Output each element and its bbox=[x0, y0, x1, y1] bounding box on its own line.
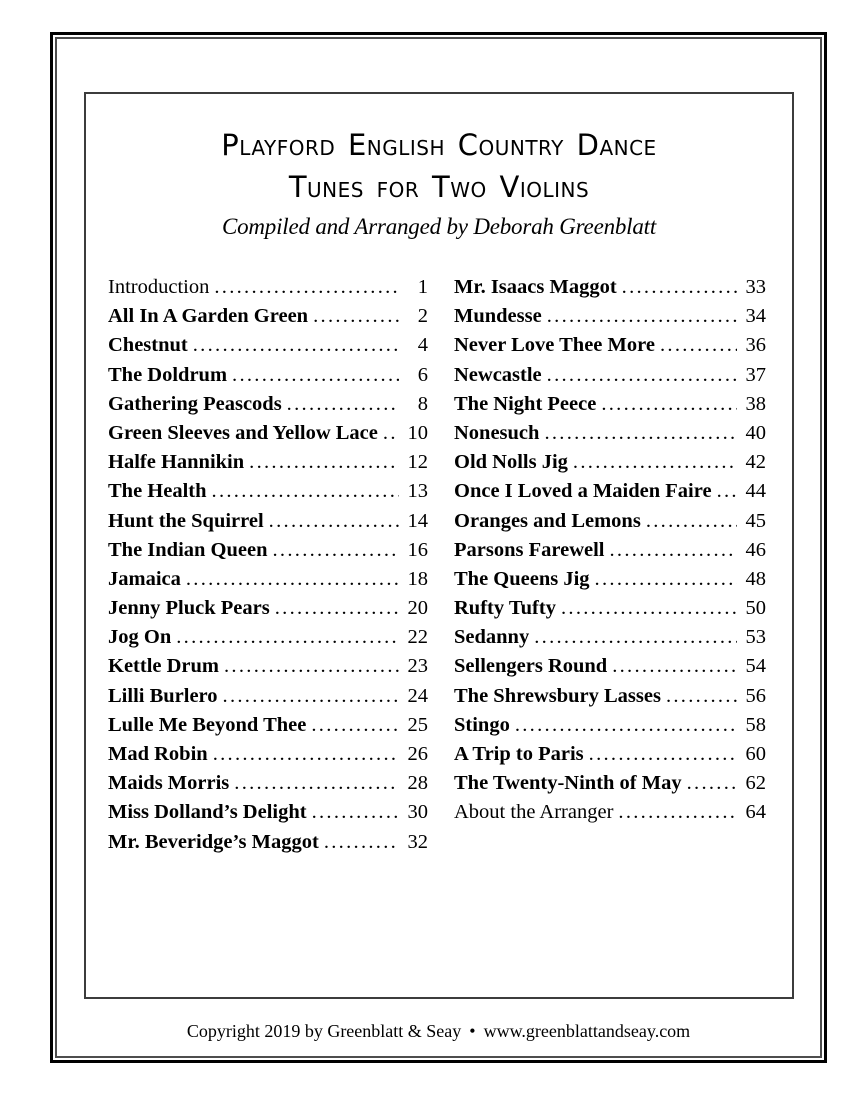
toc-leader-dots bbox=[612, 652, 737, 681]
toc-leader-dots bbox=[547, 302, 737, 331]
toc-leader-dots bbox=[660, 331, 737, 360]
toc-entry-page-number: 2 bbox=[417, 305, 428, 328]
toc-entry-page-number: 38 bbox=[745, 392, 766, 415]
toc-row bbox=[108, 769, 428, 798]
toc-entry-title: Lilli Burlero bbox=[108, 684, 218, 707]
toc-row bbox=[108, 419, 428, 448]
toc-entry-title: The Queens Jig bbox=[454, 567, 590, 590]
toc-leader-dots bbox=[595, 565, 737, 594]
toc-leader-dots bbox=[213, 740, 399, 769]
toc-row bbox=[108, 623, 428, 652]
website-text: www.greenblattandseay.com bbox=[483, 1021, 691, 1041]
toc-row bbox=[108, 273, 428, 302]
toc-row bbox=[454, 565, 766, 594]
toc-entry-title: The Shrewsbury Lasses bbox=[454, 684, 661, 707]
toc-entry-page-number: 50 bbox=[745, 597, 766, 620]
toc-entry-title: The Twenty-Ninth of May bbox=[454, 772, 682, 795]
toc-entry-page-number: 36 bbox=[745, 334, 766, 357]
toc-leader-dots bbox=[312, 798, 399, 827]
toc-leader-dots bbox=[224, 652, 399, 681]
toc-row bbox=[108, 331, 428, 360]
toc-row bbox=[454, 419, 766, 448]
toc-leader-dots bbox=[544, 419, 737, 448]
toc-row bbox=[454, 390, 766, 419]
toc-leader-dots bbox=[717, 477, 737, 506]
copyright-text: Copyright 2019 by Greenblatt & Seay bbox=[186, 1021, 462, 1041]
toc-entry-title: Sedanny bbox=[454, 626, 530, 649]
toc-row bbox=[454, 507, 766, 536]
book-title-line-2: Tunes for Two Violins bbox=[288, 170, 590, 204]
toc-leader-dots bbox=[275, 594, 399, 623]
toc-entry-title: Old Nolls Jig bbox=[454, 451, 568, 474]
toc-row bbox=[108, 565, 428, 594]
toc-entry-title: The Health bbox=[108, 480, 207, 503]
toc-entry-page-number: 23 bbox=[407, 655, 428, 678]
toc-entry-page-number: 34 bbox=[745, 305, 766, 328]
toc-entry-page-number: 28 bbox=[407, 772, 428, 795]
bullet-separator: • bbox=[469, 1021, 476, 1041]
toc-leader-dots bbox=[232, 361, 399, 390]
toc-entry-page-number: 54 bbox=[745, 655, 766, 678]
toc-row bbox=[454, 682, 766, 711]
toc-entry-page-number: 64 bbox=[745, 801, 766, 824]
toc-leader-dots bbox=[515, 711, 737, 740]
toc-entry-title: Jenny Pluck Pears bbox=[108, 597, 270, 620]
toc-entry-title: Mr. Isaacs Maggot bbox=[454, 276, 617, 298]
toc-entry-page-number: 22 bbox=[407, 626, 428, 649]
toc-leader-dots bbox=[618, 798, 737, 827]
toc-leader-dots bbox=[666, 682, 737, 711]
book-title-line-1: Playford English Country Dance bbox=[221, 128, 657, 162]
toc-row bbox=[108, 652, 428, 681]
toc-entry-page-number: 30 bbox=[407, 801, 428, 824]
toc-entry-title: Kettle Drum bbox=[108, 655, 219, 678]
toc-leader-dots bbox=[193, 331, 399, 360]
toc-row bbox=[454, 769, 766, 798]
toc-leader-dots bbox=[573, 448, 737, 477]
toc-entry-title: Sellengers Round bbox=[454, 655, 608, 678]
toc-row bbox=[454, 652, 766, 681]
toc-leader-dots bbox=[249, 448, 399, 477]
toc-row bbox=[454, 331, 766, 360]
toc-leader-dots bbox=[212, 477, 399, 506]
toc-leader-dots bbox=[324, 828, 399, 857]
toc-leader-dots bbox=[311, 711, 399, 740]
toc-row bbox=[454, 740, 766, 769]
toc-leader-dots bbox=[214, 273, 399, 302]
toc-leader-dots bbox=[287, 390, 399, 419]
toc-row bbox=[108, 740, 428, 769]
toc-entry-page-number: 1 bbox=[417, 276, 428, 298]
toc-row bbox=[454, 273, 766, 302]
toc-entry-page-number: 10 bbox=[407, 421, 428, 444]
toc-row bbox=[454, 302, 766, 331]
toc-column-left bbox=[108, 273, 428, 857]
title-block bbox=[86, 124, 792, 243]
toc-leader-dots bbox=[176, 623, 399, 652]
toc-entry-title: Newcastle bbox=[454, 363, 542, 386]
toc-leader-dots bbox=[534, 623, 737, 652]
toc-entry-page-number: 20 bbox=[407, 597, 428, 620]
toc-column-right bbox=[454, 273, 766, 857]
toc-entry-title: Mad Robin bbox=[108, 743, 208, 765]
toc-leader-dots bbox=[622, 273, 737, 302]
toc-entry-title: Introduction bbox=[108, 276, 210, 298]
toc-entry-title: Maids Morris bbox=[108, 772, 230, 795]
toc-row bbox=[454, 623, 766, 652]
toc-row bbox=[454, 448, 766, 477]
toc-row bbox=[454, 361, 766, 390]
toc-entry-title: Jamaica bbox=[108, 567, 181, 590]
toc-entry-page-number: 32 bbox=[407, 830, 428, 853]
toc-entry-title: The Night Peece bbox=[454, 392, 597, 415]
toc-leader-dots bbox=[547, 361, 737, 390]
toc-entry-title: Oranges and Lemons bbox=[454, 509, 641, 532]
toc-row bbox=[454, 536, 766, 565]
toc-row bbox=[108, 302, 428, 331]
toc-row bbox=[454, 477, 766, 506]
toc-entry-page-number: 33 bbox=[745, 276, 766, 298]
toc-entry-title: Rufty Tufty bbox=[454, 597, 556, 620]
toc-entry-title: The Indian Queen bbox=[108, 538, 268, 561]
toc-row bbox=[108, 361, 428, 390]
toc-entry-page-number: 16 bbox=[407, 538, 428, 561]
toc-entry-page-number: 53 bbox=[745, 626, 766, 649]
toc-row bbox=[454, 594, 766, 623]
toc-row bbox=[108, 594, 428, 623]
toc-leader-dots bbox=[601, 390, 737, 419]
toc-leader-dots bbox=[687, 769, 737, 798]
book-subtitle: Compiled and Arranged by Deborah Greenblatt bbox=[221, 214, 657, 239]
footer-copyright-line bbox=[50, 1019, 827, 1043]
toc-row bbox=[108, 798, 428, 827]
toc-row bbox=[108, 536, 428, 565]
toc-entry-page-number: 6 bbox=[417, 363, 428, 386]
toc-entry-page-number: 56 bbox=[745, 684, 766, 707]
toc-entry-title: Hunt the Squirrel bbox=[108, 509, 264, 532]
toc-entry-page-number: 4 bbox=[417, 334, 428, 357]
toc-entry-page-number: 42 bbox=[745, 451, 766, 474]
toc-leader-dots bbox=[589, 740, 737, 769]
toc-entry-title: Jog On bbox=[108, 626, 172, 649]
toc-leader-dots bbox=[223, 682, 399, 711]
toc-entry-page-number: 25 bbox=[407, 713, 428, 736]
toc-entry-page-number: 18 bbox=[407, 567, 428, 590]
toc-leader-dots bbox=[186, 565, 399, 594]
toc-entry-title: Chestnut bbox=[108, 334, 188, 357]
toc-entry-page-number: 24 bbox=[407, 684, 428, 707]
toc-entry-title: The Doldrum bbox=[108, 363, 228, 386]
toc-row bbox=[454, 711, 766, 740]
toc-entry-page-number: 62 bbox=[745, 772, 766, 795]
toc-entry-title: Nonesuch bbox=[454, 421, 540, 444]
toc-entry-page-number: 60 bbox=[745, 743, 766, 765]
toc-entry-page-number: 58 bbox=[745, 713, 766, 736]
toc-entry-page-number: 44 bbox=[745, 480, 766, 503]
toc-row bbox=[108, 448, 428, 477]
toc-row bbox=[108, 682, 428, 711]
toc-row bbox=[108, 828, 428, 857]
toc-entry-title: Green Sleeves and Yellow Lace bbox=[108, 421, 378, 444]
content-box bbox=[84, 92, 794, 999]
toc-entry-title: Parsons Farewell bbox=[454, 538, 605, 561]
toc-row bbox=[454, 798, 766, 827]
toc-entry-title: A Trip to Paris bbox=[454, 743, 584, 765]
toc-leader-dots bbox=[646, 507, 737, 536]
toc-row bbox=[108, 477, 428, 506]
toc-entry-page-number: 46 bbox=[745, 538, 766, 561]
toc-leader-dots bbox=[273, 536, 400, 565]
toc-entry-title: Gathering Peascods bbox=[108, 392, 282, 415]
toc-entry-title: Mr. Beveridge’s Maggot bbox=[108, 830, 319, 853]
toc-entry-page-number: 48 bbox=[745, 567, 766, 590]
toc-entry-title: Never Love Thee More bbox=[454, 334, 655, 357]
toc-leader-dots bbox=[383, 419, 399, 448]
toc-leader-dots bbox=[561, 594, 737, 623]
toc-row bbox=[108, 390, 428, 419]
toc-entry-title: Stingo bbox=[454, 713, 510, 736]
toc-entry-title: All In A Garden Green bbox=[108, 305, 309, 328]
toc-leader-dots bbox=[610, 536, 738, 565]
toc-leader-dots bbox=[269, 507, 399, 536]
toc-entry-page-number: 37 bbox=[745, 363, 766, 386]
toc-entry-page-number: 12 bbox=[407, 451, 428, 474]
toc-entry-title: Mundesse bbox=[454, 305, 542, 328]
toc-entry-title: Miss Dolland’s Delight bbox=[108, 801, 307, 824]
toc-entry-title: About the Arranger bbox=[454, 801, 614, 824]
toc-entry-page-number: 40 bbox=[745, 421, 766, 444]
toc-entry-page-number: 26 bbox=[407, 743, 428, 765]
toc-row bbox=[108, 711, 428, 740]
toc-leader-dots bbox=[234, 769, 399, 798]
toc-entry-page-number: 8 bbox=[417, 392, 428, 415]
toc-entry-page-number: 14 bbox=[407, 509, 428, 532]
table-of-contents bbox=[108, 273, 792, 857]
toc-row bbox=[108, 507, 428, 536]
toc-entry-title: Lulle Me Beyond Thee bbox=[108, 713, 307, 736]
toc-leader-dots bbox=[313, 302, 399, 331]
toc-entry-page-number: 45 bbox=[745, 509, 766, 532]
toc-entry-page-number: 13 bbox=[407, 480, 428, 503]
toc-entry-title: Once I Loved a Maiden Faire bbox=[454, 480, 712, 503]
toc-entry-title: Halfe Hannikin bbox=[108, 451, 245, 474]
